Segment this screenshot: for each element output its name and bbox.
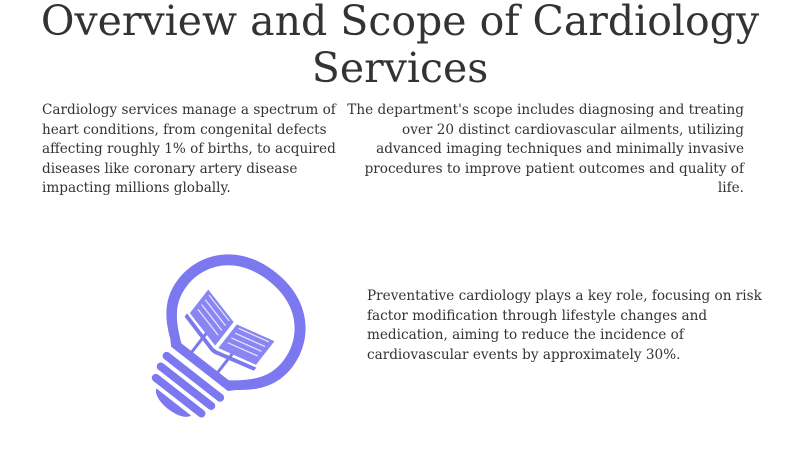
paragraph-department-scope: The department's scope includes diagnosing and treating over 20 distinct cardiovascular ailments, utilizing advanced imaging techniques and minimally invasive procedures to improve patient outcomes and quality of life. (347, 102, 744, 196)
lightbulb-with-book-icon (96, 250, 316, 425)
paragraph-congenital-acquired: Cardiology services manage a spectrum of heart conditions, from congenital defects affecting roughly 1% of births, to acquired diseases like coronary artery disease impacting millions globally. (42, 102, 336, 196)
slide-title (0, 0, 800, 92)
slide-title-line-1: Overview and Scope of Cardiology (40, 0, 760, 45)
paragraph-preventative: Preventative cardiology plays a key role, focusing on risk factor modification through lifestyle changes and medication, aiming to reduce the incidence of cardiovascular events by approximately 30%. (367, 288, 762, 363)
slide-title-line-2: Services (311, 44, 489, 92)
